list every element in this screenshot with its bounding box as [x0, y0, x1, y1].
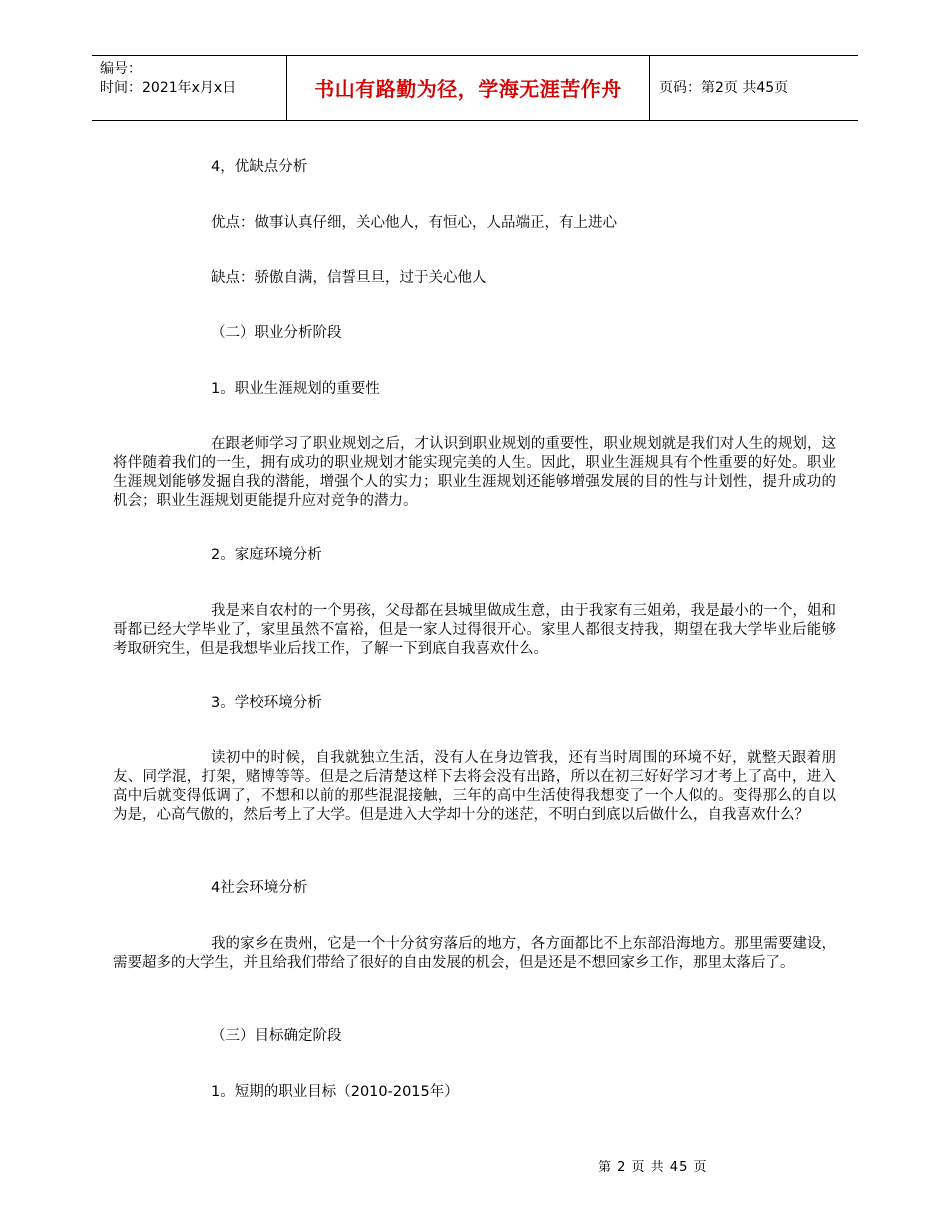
weaknesses-line: 缺点：骄傲自满，信誓旦旦，过于关心他人 — [211, 270, 487, 286]
heading-society: 4社会环境分析 — [211, 880, 308, 896]
strengths-line: 优点：做事认真仔细，关心他人，有恒心，人品端正，有上进心 — [211, 215, 617, 231]
document-number-label: 编号： — [100, 61, 142, 77]
paragraph-society: 我的家乡在贵州，它是一个十分贫穷落后的地方，各方面都比不上东部沿海地方。那里需要建设，需要超多的大学生，并且给我们带给了很好的自由发展的机会，但是还是不想回家乡工作，那里太落后了。 — [113, 936, 836, 971]
section-heading-career-analysis: （二）职业分析阶段 — [211, 325, 342, 341]
paragraph-importance: 在跟老师学习了职业规划之后，才认识到职业规划的重要性，职业规划就是我们对人生的规划，这将伴随着我们的一生，拥有成功的职业规划才能实现完美的人生。因此，职业生涯规具有个性重要的好处。职业生涯规划能够发掘自我的潜能，增强个人的实力；职业生涯规划还能够增强发展的目的性与计划性，提升成功的机会；职业生涯规划更能提升应对竞争的潜力。 — [113, 436, 836, 509]
header-page-info: 页码：第2页 共45页 — [659, 80, 789, 96]
heading-importance: 1。职业生涯规划的重要性 — [211, 381, 380, 397]
heading-school: 3。学校环境分析 — [211, 695, 322, 711]
header-divider-right — [649, 56, 650, 120]
paragraph-school: 读初中的时候，自我就独立生活，没有人在身边管我，还有当时周围的环境不好，就整天跟着朋友、同学混，打架，赌博等等。但是之后清楚这样下去将会没有出路，所以在初三好好学习才考上了高中，进入高中后就变得低调了，不想和以前的那些混混接触，三年的高中生活使得我想变了一个人似的。变得那么的自以为是，心高气傲的，然后考上了大学。但是进入大学却十分的迷茫，不明白到底以后做什么，自我喜欢什么？ — [113, 750, 836, 823]
document-time-label: 时间：2021年x月x日 — [100, 80, 237, 96]
heading-short-term-goal: 1。短期的职业目标（2010-2015年） — [211, 1084, 459, 1100]
page-footer: 第 2 页 共 45 页 — [598, 1160, 708, 1175]
heading-family: 2。家庭环境分析 — [211, 547, 322, 563]
page-header — [92, 55, 858, 121]
header-motto: 书山有路勤为径，学海无涯苦作舟 — [314, 77, 622, 101]
section-heading-goal-setting: （三）目标确定阶段 — [211, 1028, 342, 1044]
paragraph-family: 我是来自农村的一个男孩，父母都在县城里做成生意，由于我家有三姐弟，我是最小的一个，姐和哥都已经大学毕业了，家里虽然不富裕，但是一家人过得很开心。家里人都很支持我，期望在我大学毕业后能够考取研究生，但是我想毕业后找工作，了解一下到底自我喜欢什么。 — [113, 603, 836, 657]
header-meta — [100, 60, 236, 98]
heading-strengths-weaknesses: 4，优缺点分析 — [211, 159, 308, 175]
